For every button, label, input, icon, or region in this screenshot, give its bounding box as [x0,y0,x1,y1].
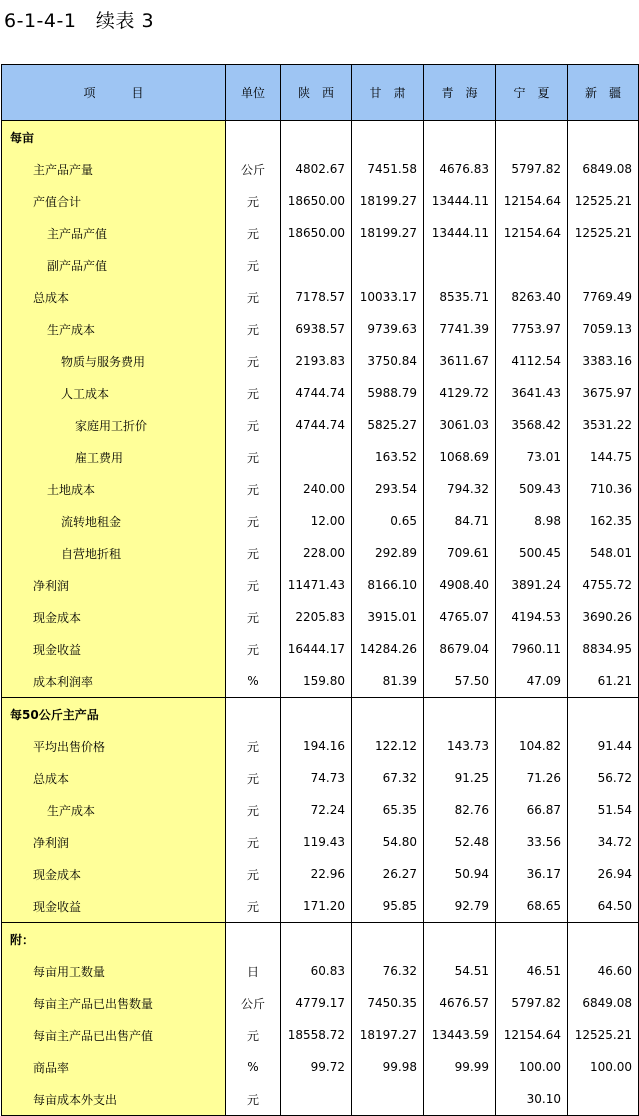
row-value: 0.65 [352,505,424,537]
row-unit: 元 [226,1019,281,1051]
row-unit: 元 [226,601,281,633]
row-value: 104.82 [496,730,568,762]
table-row [2,153,639,185]
row-value: 5797.82 [496,987,568,1019]
row-value [281,121,352,154]
row-label: 物质与服务费用 [2,345,226,377]
row-value: 100.00 [568,1051,639,1083]
table-row [2,794,639,826]
cost-benefit-table [1,64,639,1116]
row-value: 6849.08 [568,987,639,1019]
row-value: 74.73 [281,762,352,794]
row-value: 710.36 [568,473,639,505]
row-value: 500.45 [496,537,568,569]
row-value: 91.25 [424,762,496,794]
row-value: 3675.97 [568,377,639,409]
row-label: 现金收益 [2,633,226,665]
row-value [424,1083,496,1116]
row-value: 4676.83 [424,153,496,185]
row-value: 4779.17 [281,987,352,1019]
row-value: 240.00 [281,473,352,505]
table-row [2,409,639,441]
row-unit: % [226,1051,281,1083]
row-value: 4755.72 [568,569,639,601]
row-value: 50.94 [424,858,496,890]
row-unit: 元 [226,377,281,409]
row-label: 现金成本 [2,601,226,633]
row-value: 7059.13 [568,313,639,345]
table-row [2,858,639,890]
row-unit: 公斤 [226,153,281,185]
row-value: 100.00 [496,1051,568,1083]
row-value: 47.09 [496,665,568,698]
row-label: 净利润 [2,569,226,601]
table-row [2,633,639,665]
row-value [352,698,424,731]
row-value: 84.71 [424,505,496,537]
row-unit: 元 [226,730,281,762]
row-value: 99.72 [281,1051,352,1083]
row-value: 292.89 [352,537,424,569]
row-unit: 元 [226,441,281,473]
row-value: 4908.40 [424,569,496,601]
row-value: 7451.58 [352,153,424,185]
row-value: 14284.26 [352,633,424,665]
row-label: 生产成本 [2,313,226,345]
row-value: 26.94 [568,858,639,890]
row-value: 7741.39 [424,313,496,345]
row-value [424,698,496,731]
row-value: 4676.57 [424,987,496,1019]
table-row [2,665,639,698]
row-value [496,923,568,956]
row-value [352,121,424,154]
row-unit: 元 [226,281,281,313]
row-value: 18650.00 [281,185,352,217]
row-value: 3531.22 [568,409,639,441]
table-row [2,185,639,217]
row-label: 每亩 [2,121,226,154]
row-value: 5797.82 [496,153,568,185]
row-value: 4744.74 [281,409,352,441]
row-unit: 元 [226,313,281,345]
header-gansu: 甘 肃 [352,65,424,121]
row-value: 7178.57 [281,281,352,313]
table-section-row [2,698,639,731]
table-header-row [2,65,639,121]
row-value: 509.43 [496,473,568,505]
row-label: 总成本 [2,281,226,313]
row-value: 99.99 [424,1051,496,1083]
row-unit: 元 [226,826,281,858]
row-label: 净利润 [2,826,226,858]
row-value [424,923,496,956]
row-value: 56.72 [568,762,639,794]
row-value: 82.76 [424,794,496,826]
row-value [568,121,639,154]
header-qinghai: 青 海 [424,65,496,121]
row-value: 46.51 [496,955,568,987]
row-value: 12525.21 [568,185,639,217]
row-value: 10033.17 [352,281,424,313]
row-label: 流转地租金 [2,505,226,537]
row-label: 主产品产值 [2,217,226,249]
row-value: 12154.64 [496,217,568,249]
table-row [2,249,639,281]
row-value: 71.26 [496,762,568,794]
row-value: 18650.00 [281,217,352,249]
row-value: 3915.01 [352,601,424,633]
row-value: 64.50 [568,890,639,923]
row-value: 3061.03 [424,409,496,441]
table-row [2,345,639,377]
row-unit: 元 [226,473,281,505]
row-value: 11471.43 [281,569,352,601]
row-label: 主产品产量 [2,153,226,185]
row-label: 每亩主产品已出售产值 [2,1019,226,1051]
row-value: 5988.79 [352,377,424,409]
row-value: 18197.27 [352,1019,424,1051]
row-value: 12525.21 [568,1019,639,1051]
row-unit: 元 [226,345,281,377]
row-value: 171.20 [281,890,352,923]
row-label: 生产成本 [2,794,226,826]
row-value: 4744.74 [281,377,352,409]
row-value: 4802.67 [281,153,352,185]
row-label: 自营地折租 [2,537,226,569]
row-unit: 元 [226,217,281,249]
row-value: 33.56 [496,826,568,858]
row-label: 平均出售价格 [2,730,226,762]
row-label: 家庭用工折价 [2,409,226,441]
row-value: 119.43 [281,826,352,858]
row-unit [226,923,281,956]
row-value: 794.32 [424,473,496,505]
row-value: 122.12 [352,730,424,762]
row-value: 57.50 [424,665,496,698]
row-value: 7960.11 [496,633,568,665]
row-value: 12154.64 [496,1019,568,1051]
row-label: 商品率 [2,1051,226,1083]
row-value: 61.21 [568,665,639,698]
row-value: 3568.42 [496,409,568,441]
row-label: 成本利润率 [2,665,226,698]
row-unit: 元 [226,762,281,794]
row-value: 163.52 [352,441,424,473]
row-value: 67.32 [352,762,424,794]
row-value [352,923,424,956]
row-value: 3383.16 [568,345,639,377]
row-value [496,121,568,154]
row-value: 2193.83 [281,345,352,377]
row-value [281,1083,352,1116]
row-value: 7450.35 [352,987,424,1019]
table-row [2,762,639,794]
table-row [2,505,639,537]
row-value [568,698,639,731]
row-value: 54.51 [424,955,496,987]
header-shaanxi: 陕 西 [281,65,352,121]
row-value: 159.80 [281,665,352,698]
row-value [281,698,352,731]
row-value: 36.17 [496,858,568,890]
row-value: 3750.84 [352,345,424,377]
row-label: 现金收益 [2,890,226,923]
row-unit: 元 [226,890,281,923]
header-unit: 单位 [226,65,281,121]
row-label: 每亩成本外支出 [2,1083,226,1116]
row-unit: 元 [226,633,281,665]
row-value: 2205.83 [281,601,352,633]
row-unit: 元 [226,858,281,890]
table-row [2,1019,639,1051]
row-value: 5825.27 [352,409,424,441]
row-value: 18199.27 [352,217,424,249]
row-value [424,121,496,154]
row-value: 66.87 [496,794,568,826]
row-unit: 元 [226,569,281,601]
row-value: 6938.57 [281,313,352,345]
table-row [2,473,639,505]
row-value: 4112.54 [496,345,568,377]
row-value: 6849.08 [568,153,639,185]
row-value: 4194.53 [496,601,568,633]
row-unit: 日 [226,955,281,987]
table-row [2,569,639,601]
page-title: 6-1-4-1 续表 3 [4,10,155,32]
row-label: 每亩用工数量 [2,955,226,987]
table-row [2,955,639,987]
row-value: 16444.17 [281,633,352,665]
row-value: 12154.64 [496,185,568,217]
row-value [568,923,639,956]
row-value: 8.98 [496,505,568,537]
row-value: 8166.10 [352,569,424,601]
row-value: 34.72 [568,826,639,858]
row-unit: 元 [226,185,281,217]
row-value: 51.54 [568,794,639,826]
row-value: 3611.67 [424,345,496,377]
row-label: 每亩主产品已出售数量 [2,987,226,1019]
row-value: 60.83 [281,955,352,987]
row-value: 99.98 [352,1051,424,1083]
row-value: 228.00 [281,537,352,569]
row-unit: 元 [226,794,281,826]
row-value [496,698,568,731]
row-value: 7769.49 [568,281,639,313]
table-row [2,377,639,409]
table-section-row [2,121,639,154]
row-label: 每50公斤主产品 [2,698,226,731]
header-ningxia: 宁 夏 [496,65,568,121]
row-value: 194.16 [281,730,352,762]
row-value: 18558.72 [281,1019,352,1051]
row-label: 土地成本 [2,473,226,505]
row-value [352,1083,424,1116]
row-unit [226,698,281,731]
row-label: 产值合计 [2,185,226,217]
table-section-row [2,923,639,956]
row-value: 13444.11 [424,185,496,217]
row-value: 3690.26 [568,601,639,633]
row-value: 73.01 [496,441,568,473]
header-xinjiang: 新 疆 [568,65,639,121]
row-value: 9739.63 [352,313,424,345]
table-row [2,826,639,858]
row-value: 293.54 [352,473,424,505]
row-value: 7753.97 [496,313,568,345]
row-value: 26.27 [352,858,424,890]
row-value: 65.35 [352,794,424,826]
row-value: 95.85 [352,890,424,923]
row-value: 76.32 [352,955,424,987]
table-row [2,730,639,762]
row-label: 人工成本 [2,377,226,409]
row-value [568,1083,639,1116]
row-value: 8263.40 [496,281,568,313]
row-value: 91.44 [568,730,639,762]
row-value: 18199.27 [352,185,424,217]
row-value: 3891.24 [496,569,568,601]
row-value [281,923,352,956]
row-value: 13444.11 [424,217,496,249]
row-unit [226,121,281,154]
row-value: 92.79 [424,890,496,923]
row-value: 548.01 [568,537,639,569]
row-value: 4765.07 [424,601,496,633]
row-unit: 元 [226,249,281,281]
table-row [2,987,639,1019]
table-row [2,441,639,473]
row-value [424,249,496,281]
row-value: 8535.71 [424,281,496,313]
row-value: 12525.21 [568,217,639,249]
table-row [2,1083,639,1116]
row-unit: % [226,665,281,698]
row-value: 4129.72 [424,377,496,409]
row-value: 1068.69 [424,441,496,473]
row-label: 总成本 [2,762,226,794]
row-label: 现金成本 [2,858,226,890]
row-value [281,441,352,473]
table-row [2,537,639,569]
row-value: 52.48 [424,826,496,858]
row-value: 81.39 [352,665,424,698]
row-value: 709.61 [424,537,496,569]
row-value [352,249,424,281]
row-value [496,249,568,281]
row-unit: 元 [226,1083,281,1116]
row-label: 雇工费用 [2,441,226,473]
row-value: 8679.04 [424,633,496,665]
row-value: 68.65 [496,890,568,923]
row-value: 46.60 [568,955,639,987]
row-value: 30.10 [496,1083,568,1116]
row-unit: 公斤 [226,987,281,1019]
header-item: 项 目 [2,65,226,121]
row-label: 副产品产值 [2,249,226,281]
row-value: 12.00 [281,505,352,537]
row-value: 143.73 [424,730,496,762]
row-value: 54.80 [352,826,424,858]
row-value: 72.24 [281,794,352,826]
row-value [281,249,352,281]
row-value: 22.96 [281,858,352,890]
table-row [2,313,639,345]
row-unit: 元 [226,409,281,441]
table-row [2,281,639,313]
row-value [568,249,639,281]
table-row [2,601,639,633]
row-value: 162.35 [568,505,639,537]
table-row [2,890,639,923]
row-unit: 元 [226,505,281,537]
row-label: 附： [2,923,226,956]
table-row [2,1051,639,1083]
row-value: 3641.43 [496,377,568,409]
row-value: 8834.95 [568,633,639,665]
row-value: 144.75 [568,441,639,473]
row-value: 13443.59 [424,1019,496,1051]
row-unit: 元 [226,537,281,569]
table-row [2,217,639,249]
